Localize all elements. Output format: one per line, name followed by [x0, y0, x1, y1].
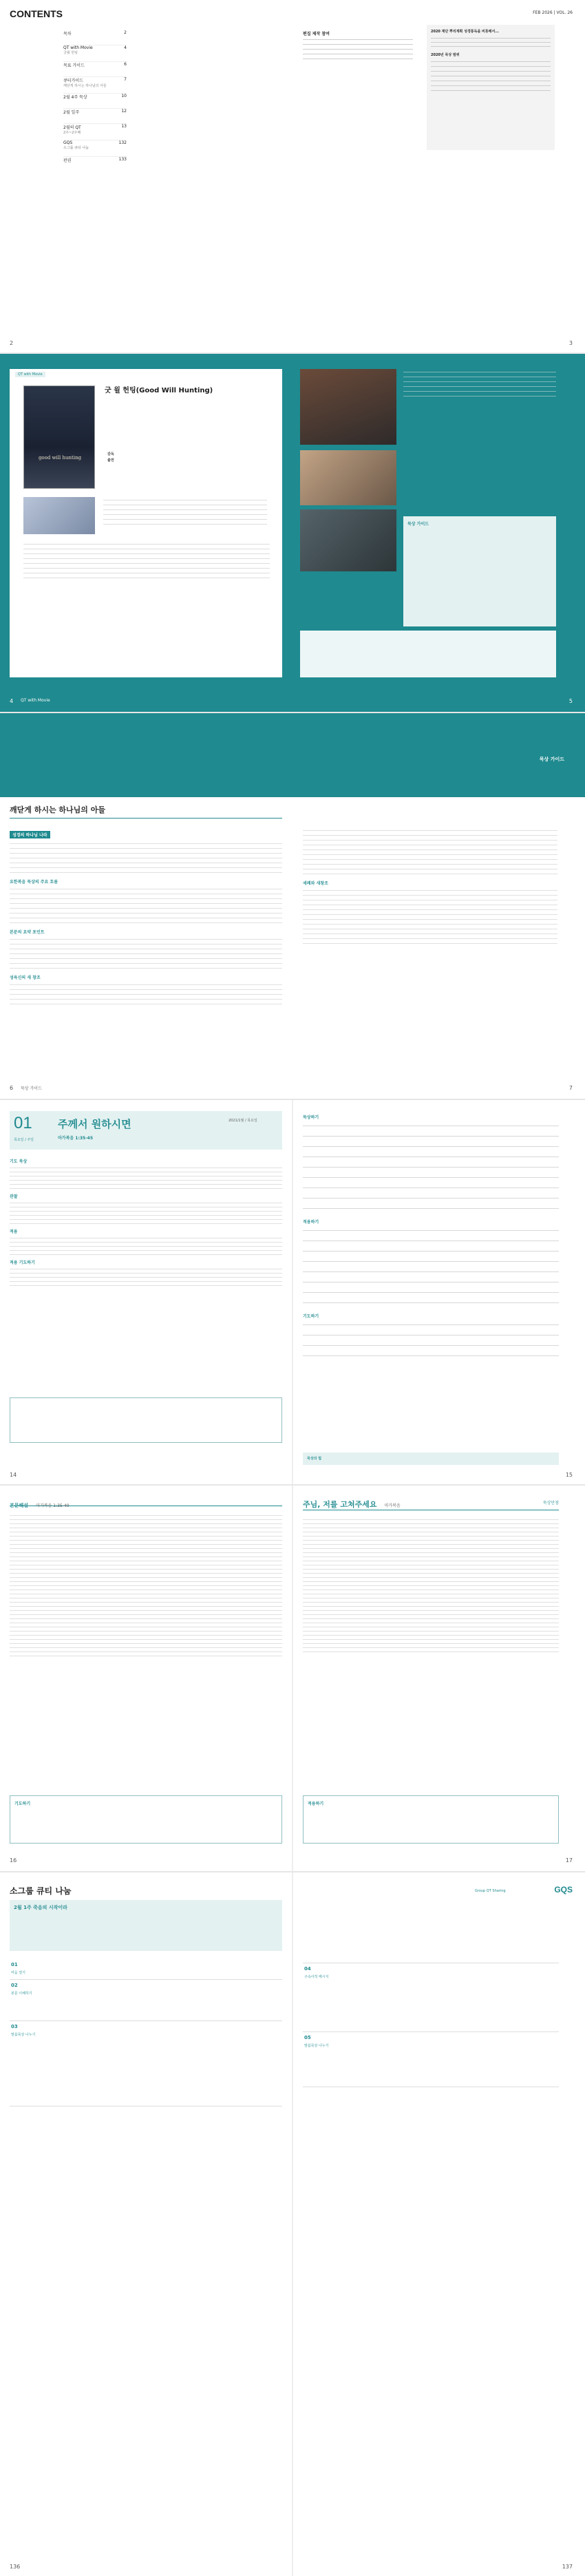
meditate-lines [303, 1126, 559, 1209]
folio-left: 2 [10, 340, 14, 346]
contents-title: CONTENTS [10, 8, 63, 19]
toc-item[interactable]: GQS 132 소그룹 큐티 나눔 [63, 140, 127, 157]
monthly-label: 2020년 묵상 범위 [431, 53, 460, 57]
right-header [303, 1497, 559, 1510]
right-body [303, 1516, 559, 1656]
day-header [10, 1111, 282, 1150]
gqs-row: 05 말씀묵상 나누기 [303, 2032, 559, 2087]
folio-left: 6 [10, 1085, 14, 1091]
left-ref: 마가복음 1:35-40 [36, 1503, 70, 1508]
folio-left: 4 [10, 698, 14, 704]
guide-spread [0, 713, 585, 1099]
section-left: QT with Movie [21, 698, 50, 703]
sec-apply: 적용 [10, 1229, 18, 1234]
right-box: 적용하기 [303, 1795, 559, 1844]
movie-photo-top [300, 369, 396, 445]
prayer-label: 기도하기 [303, 1314, 319, 1319]
movie-tag: QT with Movie [15, 372, 45, 377]
gqs-row: 03 말씀묵상 나누기 [10, 2021, 282, 2107]
toc-item[interactable]: 목표 가이드 6 [63, 62, 127, 77]
movie-title: 굿 윌 헌팅(Good Will Hunting) [105, 387, 213, 394]
day-number: 01 [14, 1114, 32, 1132]
toc-item[interactable]: 2월 4주 묵상 10 [63, 94, 127, 109]
day-side-meta: 2021/1월 / 목요일 [228, 1119, 257, 1123]
gqs-logo: GQS [554, 1885, 573, 1894]
sec-pray: 적용 기도하기 [10, 1260, 35, 1265]
left-box: 기도하기 [10, 1795, 282, 1844]
toc-item[interactable]: 2월의 QT 13 2주~2주째 [63, 124, 127, 140]
movie-body-2 [23, 541, 270, 644]
guide-section-3: 본문의 요약 포인트 [10, 930, 45, 935]
folio-right: 3 [568, 340, 573, 346]
left-title: 본문해설 [10, 1503, 29, 1508]
day-box [10, 1397, 282, 1443]
toc-list [63, 30, 127, 172]
left-header [10, 1497, 282, 1506]
gqs-title: 소그룹 큐티 나눔 [10, 1886, 72, 1896]
gqs-rows-right [303, 1900, 559, 2087]
guide-header-right: 묵상 가이드 [539, 757, 564, 762]
apply-label: 적용하기 [303, 1220, 319, 1225]
meditate-area [303, 1114, 559, 1366]
day-title: 주께서 원하시면 [58, 1118, 131, 1130]
issue-label: FEB 2026 | VOL. 26 [533, 10, 573, 15]
page-gutter [292, 1872, 293, 2576]
page-gutter [292, 1486, 293, 1871]
folio-left: 14 [10, 1472, 17, 1478]
gqs-spread [0, 1872, 585, 2576]
movie-quote-box [300, 631, 556, 677]
gqs-rows-left [10, 1959, 282, 2107]
staff-label: 편집 제작 참여 [303, 32, 330, 36]
guide-title: 깨닫게 하시는 하나님의 아들 [10, 805, 105, 814]
folio-right: 7 [568, 1085, 573, 1091]
staff-credits [303, 30, 413, 63]
apply-lines [303, 1230, 559, 1303]
toc-item[interactable]: 2월 일주 12 [63, 109, 127, 124]
right-title: 주님, 저를 고쳐주세요 [303, 1500, 377, 1509]
day-body [10, 1158, 282, 1289]
guide-section-5: 세례와 새창조 [303, 881, 328, 886]
movie-card [10, 369, 282, 677]
contents-spread [0, 0, 585, 352]
poster-text: good will hunting [38, 455, 82, 461]
sec-prayer: 기도 묵상 [10, 1159, 28, 1164]
gqs-week-box [10, 1900, 282, 1951]
prayer-lines [303, 1324, 559, 1356]
guide-section-4: 성육신의 새 창조 [10, 975, 41, 980]
gqs-row: 02 본문 이해하기 [10, 1980, 282, 2021]
movie-poster [23, 386, 95, 489]
right-tag: 묵상만점 [542, 1501, 559, 1506]
day-label: 목요일 / 주일 [14, 1138, 34, 1142]
movie-body-3 [403, 369, 556, 445]
folio-left: 16 [10, 1857, 17, 1864]
monthly-sidebar [427, 25, 555, 150]
folio-right: 137 [562, 2564, 573, 2570]
left-body [10, 1512, 282, 1660]
guide-section-2: 요한복음 묵상의 주요 흐름 [10, 880, 58, 885]
day-ref: 마가복음 1:35-45 [58, 1136, 94, 1141]
section-left: 묵상 가이드 [21, 1086, 42, 1091]
sidebar-heading: 2020 재단 뿌리계획 성경통독을 비롯해서... [431, 30, 500, 34]
sec-obs: 관찰 [10, 1194, 18, 1199]
gqs-row: 04 구속사적 메시지 [303, 1963, 559, 2032]
movie-callout: 묵상 가이드 [403, 516, 556, 626]
gqs-label: Group QT Sharing [475, 1889, 506, 1893]
movie-info [107, 452, 114, 464]
folio-right: 17 [565, 1857, 573, 1864]
director-label: 감독 [107, 452, 114, 456]
guide-section-1: 성경의 하나님 나라 [10, 831, 50, 838]
movie-still-1 [23, 497, 95, 534]
meditate-label: 묵상하기 [303, 1115, 319, 1120]
cast-label: 출연 [107, 458, 114, 463]
folio-right: 15 [565, 1472, 573, 1478]
toc-item[interactable]: 큐티가이드 7 깨닫게 하시는 하나님의 아들 [63, 77, 127, 94]
commentary-spread [0, 1486, 585, 1871]
movie-body-1 [103, 497, 267, 534]
page-gutter [292, 1100, 293, 1484]
folio-left: 136 [10, 2564, 21, 2570]
movie-photo-middle [300, 450, 396, 505]
toc-item[interactable]: 판권 133 [63, 157, 127, 163]
toc-item[interactable]: 목차 2 [63, 30, 127, 45]
gqs-row: 01 마음 열기 [10, 1959, 282, 1980]
folio-right: 5 [568, 698, 573, 704]
movie-spread [0, 354, 585, 712]
guide-col-right [303, 826, 557, 948]
gqs-week-title: 2월 1주 죽음의 시작이라 [14, 1905, 67, 1910]
toc-item[interactable]: QT with Movie 4 굿윌 헌팅 [63, 45, 127, 62]
sidebar-tip: 묵상의 팁 [303, 1453, 559, 1465]
right-ref: 마가복음 [384, 1503, 401, 1508]
guide-col-left [10, 826, 282, 1009]
movie-photo-bottom [300, 509, 396, 571]
guide-banner [0, 713, 585, 797]
day01-spread [0, 1100, 585, 1484]
